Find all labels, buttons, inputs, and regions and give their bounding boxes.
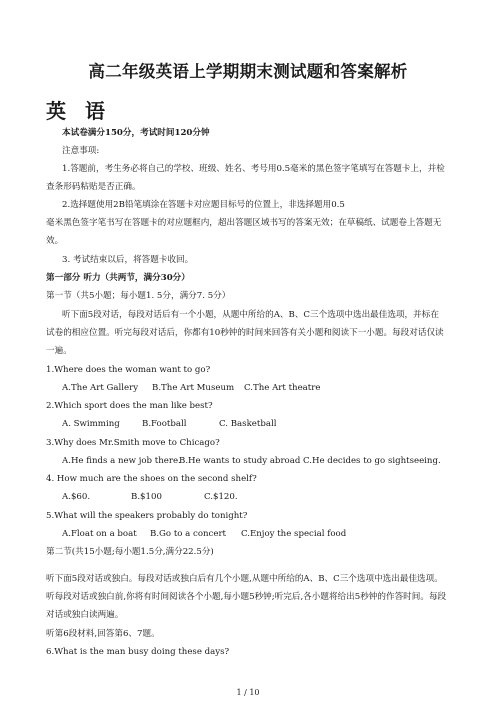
question-1-option-a: A.The Art Gallery bbox=[62, 383, 139, 393]
question-4-option-b: B.$100 bbox=[131, 492, 162, 502]
question-5-option-c: C.Enjoy the special food bbox=[241, 529, 347, 539]
question-4-option-c: C.$120. bbox=[204, 492, 238, 502]
question-2-option-c: C. Basketball bbox=[219, 419, 277, 429]
question-4-option-a: A.$60. bbox=[62, 492, 91, 502]
page-number: 1 / 10 bbox=[236, 688, 260, 697]
question-5-option-b: B.Go to a concert bbox=[150, 529, 227, 539]
question-1: 1.Where does the woman want to go? bbox=[46, 365, 211, 375]
question-3-option-a: A.He finds a new job there. bbox=[62, 456, 181, 466]
note-1-line-2: 查条形码粘贴是否正确。 bbox=[46, 182, 141, 192]
question-5-option-a: A.Float on a boat bbox=[62, 529, 137, 539]
question-5: 5.What will the speakers probably do tonight? bbox=[46, 511, 248, 521]
note-2-line-1: 2.选择题使用2B铅笔填涂在答题卡对应题目标号的位置上，非选择题用0.5 bbox=[62, 200, 345, 210]
section2-instruction-line-3: 对话或独白读两遍。 bbox=[46, 610, 124, 620]
note-1-line-1: 1.答题前，考生务必将自己的学校、班级、姓名、考号用0.5毫米的黑色签字笔填写在答题卡上，并检 bbox=[62, 164, 445, 174]
subject-heading: 英 语 bbox=[46, 99, 111, 123]
section1-instruction-line-3: 一遍。 bbox=[46, 346, 72, 356]
note-3: 3. 考试结束以后，将答题卡收回。 bbox=[62, 255, 194, 265]
note-2-line-2: 毫米黑色签字笔书写在答题卡的对应题框内，超出答题区域书写的答案无效；在草稿纸、试题卷上答题无 bbox=[46, 218, 442, 228]
question-2: 2.Which sport does the man like best? bbox=[46, 401, 213, 411]
section1-instruction-line-2: 试卷的相应位置。听完每段对话后，你都有10秒钟的时间来回答有关小题和阅读下一小题。每段对话仅读 bbox=[46, 328, 444, 338]
question-2-option-a: A. Swimming bbox=[62, 419, 120, 429]
question-4: 4. How much are the shoes on the second shelf? bbox=[46, 474, 257, 484]
material-6-instruction: 听第6段材料,回答第6、7题。 bbox=[46, 629, 160, 639]
section2-instruction-line-1: 听下面5段对话或独白。每段对话或独白后有几个小题,从题中所给的A、B、C三个选项中选出最佳选项。 bbox=[46, 574, 443, 584]
note-2-line-3: 效。 bbox=[46, 236, 64, 246]
section2-heading: 第二节(共15小题;每小题1.5分,满分22.5分) bbox=[46, 547, 214, 557]
part1-heading: 第一部分 听力（共两节，满分30分） bbox=[46, 273, 190, 283]
exam-info: 本试卷满分150分，考试时间120分钟 bbox=[62, 128, 210, 138]
question-1-option-b: B.The Art Museum bbox=[152, 383, 235, 393]
question-1-option-c: C.The Art theatre bbox=[244, 383, 321, 393]
section2-instruction-line-2: 听每段对话或独白前,你将有时间阅读各个小题,每小题5秒钟;听完后,各小题将给出5秒钟的作答时间。每段 bbox=[46, 592, 447, 602]
section1-heading: 第一节（共5小题；每小题1. 5分，满分7. 5分） bbox=[46, 291, 231, 301]
page-title: 高二年级英语上学期期末测试题和答案解析 bbox=[88, 62, 408, 81]
question-2-option-b: B.Football bbox=[142, 419, 187, 429]
section1-instruction-line-1: 听下面5段对话，每段对话后有一个小题，从题中所给的A、B、C三个选项中选出最佳选项，并标在 bbox=[62, 310, 439, 320]
question-3: 3.Why does Mr.Smith move to Chicago? bbox=[46, 438, 220, 448]
notes-heading: 注意事项: bbox=[62, 146, 100, 156]
question-6: 6.What is the man busy doing these days? bbox=[46, 647, 230, 657]
question-3-option-c: C.He decides to go sightseeing. bbox=[303, 456, 441, 466]
question-3-option-b: B.He wants to study abroad bbox=[179, 456, 301, 466]
